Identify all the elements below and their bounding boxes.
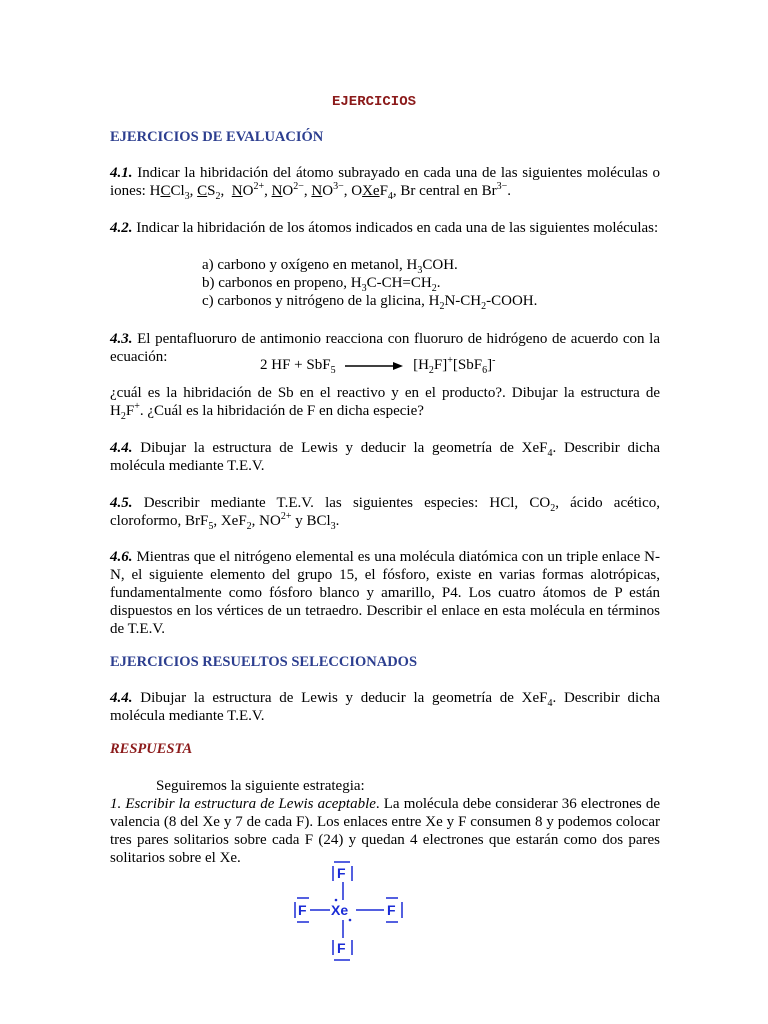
exercise-text: Dibujar la estructura de Lewis y deducir la geometría de XeF (140, 440, 548, 456)
exercise-4-6 (110, 548, 660, 638)
solution-intro: Seguiremos la siguiente estrategia: (156, 778, 365, 794)
section-heading-resueltos: EJERCICIOS RESUELTOS SELECCIONADOS (110, 654, 418, 670)
solved-exercise-4-4: 4.4. Dibujar la estructura de Lewis y deducir la geometría de XeF$_4$. Describir dicha molécula mediante T.E.V. (110, 690, 661, 724)
lewis-atom-f-left: F (298, 902, 307, 918)
exercise-number: 4.6. (110, 549, 133, 565)
exercise-text: El pentafluoruro de antimonio reacciona con fluoruro de hidrógeno de acuerdo con la ecuación: (110, 331, 660, 365)
reaction-equation: 2 HF + SbF$_5$ $[H_2F]^+[SbF_6]^-$ (260, 355, 496, 376)
step-text: . La molécula debe considerar 36 electrones de valencia (8 del Xe y 7 de cada F). Los enlaces entre Xe y F consumen 8 y podemos colocar tres pares solitarios sobre cada F (24) y quedan 4 electrones que estarán como dos pares solitarios sobre el Xe. (110, 796, 660, 866)
exercise-number: 4.5. (110, 495, 133, 511)
exercise-4-2 (110, 219, 660, 237)
exercise-text: Indicar la hibridación de los átomos indicados en cada una de las siguientes moléculas: (136, 220, 659, 236)
section-heading-evaluacion: EJERCICIOS DE EVALUACIÓN (110, 129, 324, 145)
lewis-atom-xe: Xe (331, 902, 349, 918)
exercise-number: 4.3. (110, 331, 133, 347)
section-heading-respuesta: RESPUESTA (110, 741, 193, 757)
exercise-4-3-question: ¿cuál es la hibridación de Sb en el reactivo y en el producto?. Dibujar la estructura de $H_2F^+$. ¿Cuál es la hibridación de F en dicha especie? (110, 385, 660, 422)
exercise-4-2-a: a) carbono y oxígeno en metanol, $H_3COH$. (202, 257, 458, 276)
exercise-4-2-c: c) carbonos y nitrógeno de la glicina, $H_2N-CH_2$-COOH. (202, 293, 538, 312)
exercise-4-1: 4.1. Indicar la hibridación del átomo subrayado en cada una de las siguientes moléculas o iones: HCCl$_3$, $CS_2$, $NO^{2+}$, $NO^{2-}$, $NO^{3-}$, OXeF$_4$, Br central en $Br^{3-}$. (110, 165, 660, 202)
exercise-number: 4.1. (110, 165, 133, 181)
exercise-text: Mientras que el nitrógeno elemental es una molécula diatómica con un triple enlace N-N, el siguiente elemento del grupo 15, el fósforo, existe en varias formas alotrópicas, fundamentalmente como fósforo blanco y amarillo, P4. Los cuatro átomos de P están dispuestos en los vértices de un tetraedro. Describir el enlace en esta molécula en términos de T.E.V. (110, 549, 661, 637)
page-title: EJERCICIOS (332, 94, 417, 110)
lewis-structure-xef4 (286, 858, 416, 968)
exercise-number: 4.4. (110, 690, 133, 706)
solution-step-1 (110, 795, 660, 867)
lewis-atom-f-bottom: F (337, 940, 346, 956)
exercise-text: Indicar la hibridación del átomo subrayado en cada una de las siguientes moléculas o iones: (110, 165, 660, 199)
exercise-number: 4.2. (110, 220, 133, 236)
exercise-number: 4.4. (110, 440, 133, 456)
exercise-text: Dibujar la estructura de Lewis y deducir la geometría de XeF (140, 690, 548, 706)
exercise-4-2-b: b) carbonos en propeno, $H_3C-CH=CH_2$. (202, 275, 441, 294)
lewis-atom-f-right: F (387, 902, 396, 918)
lewis-atom-f-top: F (337, 865, 346, 881)
exercise-4-5: 4.5. Describir mediante T.E.V. las siguientes especies: HCl, $CO_2$, ácido acético, cloroformo, BrF$_5$, XeF$_2$, $NO^{2+}$ y BCl$_3$. (110, 495, 661, 532)
reaction-arrow-icon (343, 361, 405, 371)
exercise-4-4: 4.4. Dibujar la estructura de Lewis y deducir la geometría de XeF$_4$. Describir dicha molécula mediante T.E.V. (110, 440, 661, 474)
exercise-text: Describir mediante T.E.V. las siguientes especies: HCl, CO (143, 495, 551, 511)
step-title: 1. Escribir la estructura de Lewis aceptable (110, 796, 376, 812)
